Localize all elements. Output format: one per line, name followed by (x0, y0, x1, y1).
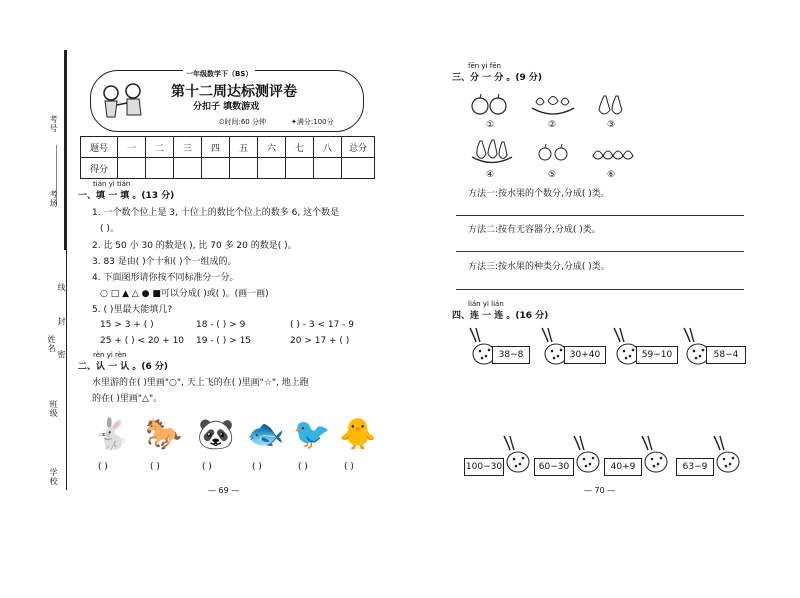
rabbit-icon (636, 434, 670, 478)
binding-label-exam-no: 考号 (49, 115, 58, 133)
score-input[interactable] (286, 158, 314, 179)
binding-label-name: 姓名 (47, 335, 56, 353)
expr-box: 40+9 (604, 458, 642, 476)
score-header-row (81, 137, 375, 158)
pears-dish-icon (470, 138, 514, 166)
binding-label-school: 学校 (49, 468, 58, 486)
q5-text: 5. ( )里最大能填几? (92, 305, 173, 315)
binding-rule-thick (64, 50, 67, 250)
animal-blank[interactable]: ( ) (252, 462, 262, 472)
rabbit-card[interactable] (604, 434, 676, 480)
bird-icon: 🐦 (293, 416, 331, 452)
rabbit-icon: 🐇 (93, 416, 131, 452)
score-cell: 五 (230, 137, 258, 158)
q4-text: 4. 下面图形请你按不同标准分一分。 (92, 273, 239, 283)
rabbit-card[interactable] (464, 434, 536, 480)
expr-box: 58−4 (706, 346, 746, 364)
panda-icon: 🐼 (197, 416, 235, 452)
answer-line[interactable] (456, 250, 744, 252)
expr-box: 60−30 (534, 458, 574, 476)
fruit-label: ③ (607, 120, 616, 130)
rabbit-icon (498, 434, 532, 478)
section2-line1: 水里游的在( )里画"○", 天上飞的在( )里画"☆", 地上跑 (92, 378, 309, 388)
q2-text: 2. 比 50 小 30 的数是( ), 比 70 多 20 的数是( )。 (92, 241, 297, 251)
binding-seal-mi: 密 (57, 350, 66, 359)
pears-icon (594, 92, 630, 118)
score-input[interactable] (118, 158, 146, 179)
peaches-icon (590, 142, 636, 164)
score-cell: 三 (174, 137, 202, 158)
score-value-row (81, 158, 375, 179)
score-table (80, 136, 375, 179)
method-three: 方法三:按水果的种类分,分成( )类。 (468, 262, 610, 272)
q3-text: 3. 83 是由( )个十和( )个一组成的。 (92, 257, 237, 267)
score-cell: 六 (258, 137, 286, 158)
animal-blank[interactable]: ( ) (202, 462, 212, 472)
q5-item[interactable]: 19 - ( ) > 15 (196, 336, 252, 346)
section3-heading: 三、分 一 分 。(9 分) (452, 73, 543, 83)
binding-seal-xian: 线 (57, 283, 66, 292)
rabbit-card[interactable] (608, 326, 678, 372)
q5-item[interactable]: ( ) - 3 < 17 - 9 (290, 320, 354, 330)
rabbit-card[interactable] (536, 326, 606, 372)
peaches-dish-icon (530, 92, 576, 118)
binding-seal-feng: 封 (57, 317, 66, 326)
apples-small-icon (536, 142, 572, 164)
rabbit-icon (708, 434, 742, 478)
header-banner (90, 70, 364, 132)
animal-blank[interactable]: ( ) (298, 462, 308, 472)
q5-item[interactable]: 25 + ( ) < 20 + 10 (100, 336, 185, 346)
expr-box: 100−30 (464, 458, 504, 476)
q5-item[interactable]: 15 > 3 + ( ) (100, 320, 154, 330)
fruit-label: ① (486, 120, 495, 130)
horse-icon: 🐎 (145, 416, 183, 452)
rabbit-card[interactable] (464, 326, 530, 372)
q1-blank[interactable]: ( )。 (100, 224, 119, 234)
binding-label-class: 班级 (49, 400, 58, 418)
match-top-row (464, 326, 754, 372)
q5-item[interactable]: 18 - ( ) > 9 (196, 320, 246, 330)
binding-margin (18, 50, 68, 490)
page-subtitle: 分扣子 填数游戏 (193, 102, 260, 112)
rabbit-card[interactable] (534, 434, 606, 480)
expr-box: 38−8 (492, 346, 530, 364)
series-label: 一年级数学下（BS） (183, 69, 255, 79)
method-two: 方法二:按有无容器分,分成( )类。 (468, 225, 601, 235)
score-input[interactable] (146, 158, 174, 179)
fish-icon: 🐟 (247, 416, 285, 452)
score-cell: 四 (202, 137, 230, 158)
method-one: 方法一:按水果的个数分,分成( )类。 (468, 189, 610, 199)
score-input[interactable] (342, 158, 375, 179)
section4-heading: 四、连 一 连 。(16 分) (452, 311, 549, 321)
score-cell: 八 (314, 137, 342, 158)
section1-heading: 一、填 一 填 。(13 分) (78, 191, 175, 201)
rabbit-card[interactable] (676, 434, 748, 480)
fruit-label: ⑤ (548, 170, 557, 180)
q4-shapes: ○ □ ▲ △ ● ■可以分成( )或( )。(画一画) (100, 289, 269, 299)
animal-blank[interactable]: ( ) (98, 462, 108, 472)
rabbit-icon (568, 434, 602, 478)
clock-icon: ⏲ (219, 118, 225, 126)
score-label: 得分 (81, 158, 118, 179)
section4-pinyin: lián yi lián (468, 300, 504, 308)
expr-box: 59−10 (636, 346, 678, 364)
score-input[interactable] (230, 158, 258, 179)
fruit-label: ② (548, 120, 557, 130)
rabbit-card[interactable] (678, 326, 748, 372)
score-input[interactable] (174, 158, 202, 179)
page-number-right: — 70 — (584, 486, 616, 495)
answer-line[interactable] (456, 288, 744, 290)
score-cell: 七 (286, 137, 314, 158)
time-limit: ⏲时间:60 分钟 (219, 118, 266, 126)
expr-box: 63−9 (676, 458, 714, 476)
section2-pinyin: rèn yi rèn (93, 351, 127, 359)
score-cell: 总分 (342, 137, 375, 158)
score-cell: 二 (146, 137, 174, 158)
section2-heading: 二、认 一 认 。(6 分) (78, 362, 169, 372)
section3-pinyin: fēn yi fēn (468, 62, 501, 70)
answer-line[interactable] (456, 214, 744, 216)
section2-line2: 的在( )里画"△"。 (92, 394, 163, 404)
full-score: ✦满分:100分 (291, 118, 334, 126)
fruit-label: ④ (486, 170, 495, 180)
q5-item[interactable]: 20 > 17 + ( ) (290, 336, 350, 346)
page-title: 第十二周达标测评卷 (171, 84, 297, 100)
score-input[interactable] (258, 158, 286, 179)
star-icon: ✦ (291, 118, 297, 126)
animal-blank[interactable]: ( ) (344, 462, 354, 472)
fruit-label: ⑥ (607, 170, 616, 180)
match-bottom-row (464, 434, 754, 480)
score-cell: 一 (118, 137, 146, 158)
section1-pinyin: tián yi tián (93, 180, 131, 188)
chick-icon: 🐥 (339, 416, 377, 452)
animal-row (92, 412, 382, 478)
page-number-left: — 69 — (208, 486, 240, 495)
expr-box: 30+40 (564, 346, 606, 364)
q1-text: 1. 一个数个位上是 3, 十位上的数比个位上的数多 6, 这个数是 (92, 208, 340, 218)
score-input[interactable] (202, 158, 230, 179)
fruit-grid (470, 92, 640, 184)
score-cell: 题号 (81, 137, 118, 158)
animal-blank[interactable]: ( ) (150, 462, 160, 472)
kids-illustration (97, 79, 149, 123)
binding-label-room: 考场 (49, 190, 58, 208)
score-input[interactable] (314, 158, 342, 179)
apples-icon (470, 92, 512, 118)
